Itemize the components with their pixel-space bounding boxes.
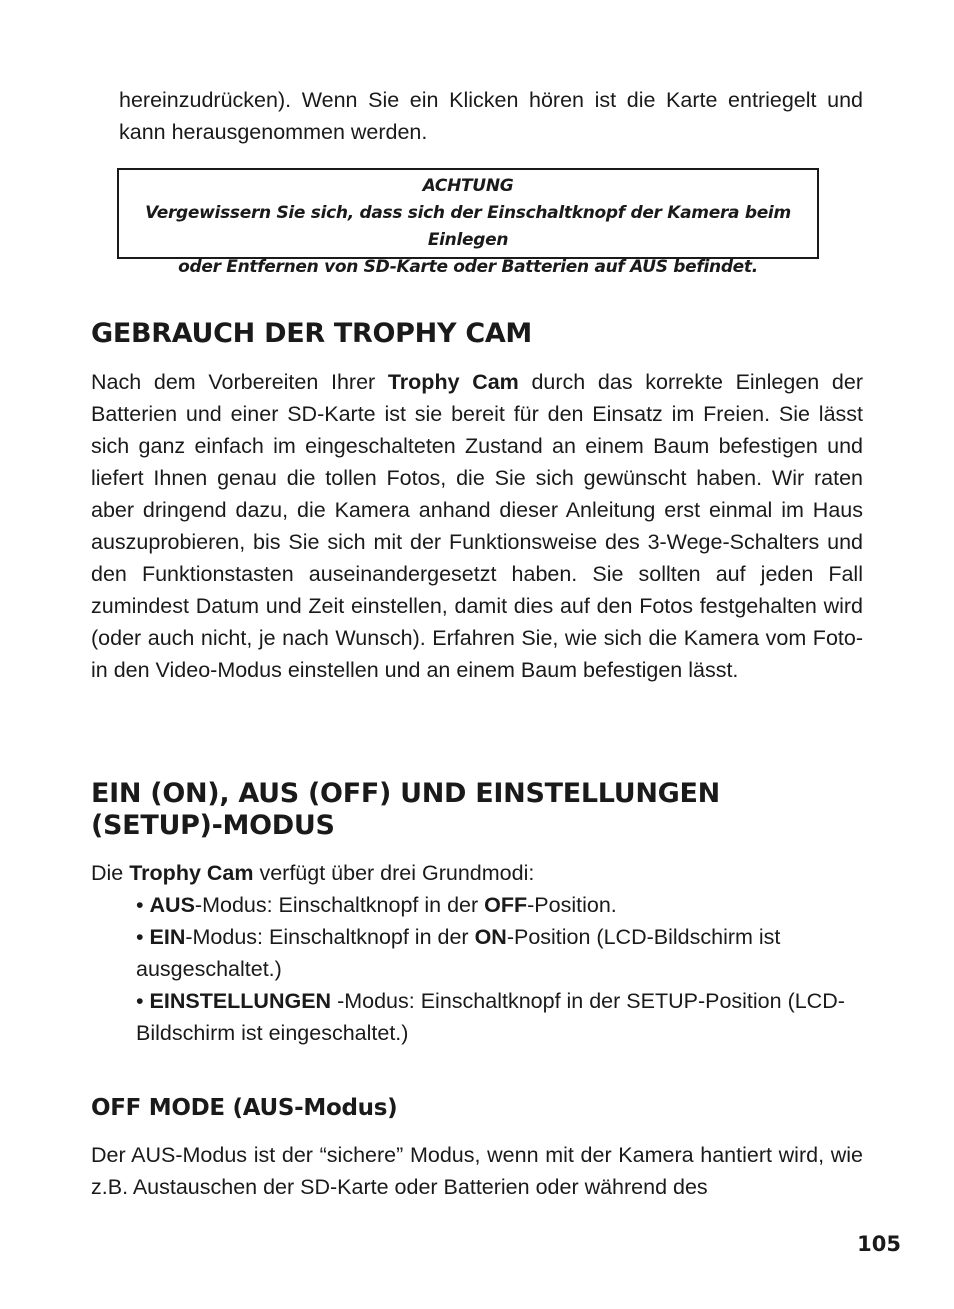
warning-line-1: Vergewissern Sie sich, dass sich der Einschaltknopf der Kamera beim Einlegen [145, 203, 791, 250]
bullet-marker: • [136, 893, 150, 917]
mode-item-aus [91, 889, 863, 921]
warning-box [117, 168, 819, 277]
modes-intro-end: verfügt über drei Grundmodi: [253, 861, 535, 885]
intro-paragraph: hereinzudrücken). Wenn Sie ein Klicken hören ist die Karte entriegelt und kann herausgenommen werden. [119, 88, 863, 144]
mode-desc-end: -Position (LCD-Bildschirm ist ausgeschaltet.) [136, 925, 781, 981]
mode-name: AUS [149, 893, 195, 917]
mode-item-ein [91, 921, 863, 985]
mode-desc-end: -Position. [527, 893, 617, 917]
section-heading-off-mode: OFF MODE (AUS-Modus) [91, 1095, 398, 1121]
section-heading-usage: GEBRAUCH DER TROPHY CAM [91, 318, 532, 349]
page-number: 105 [857, 1232, 901, 1256]
product-name: Trophy Cam [387, 370, 519, 394]
modes-list [91, 857, 863, 1049]
mode-item-einstellungen [91, 985, 863, 1049]
product-name: Trophy Cam [129, 861, 254, 885]
modes-intro-start: Die [91, 861, 130, 885]
bullet-marker: • [136, 925, 150, 949]
mode-desc: -Modus: Einschaltknopf in der [194, 893, 485, 917]
section-heading-modes: EIN (ON), AUS (OFF) UND EINSTELLUNGEN (SETUP)-MODUS [91, 778, 720, 841]
switch-position: OFF [484, 893, 528, 917]
usage-text-start: Nach dem Vorbereiten Ihrer [91, 370, 388, 394]
warning-title: ACHTUNG [422, 176, 514, 196]
warning-line-2: oder Entfernen von SD-Karte oder Batterien auf AUS befindet. [178, 257, 758, 277]
mode-name: EIN [149, 925, 186, 949]
mode-desc: -Modus: Einschaltknopf in der SETUP-Position (LCD-Bildschirm ist eingeschaltet.) [136, 989, 845, 1045]
modes-intro [91, 857, 863, 889]
mode-desc: -Modus: Einschaltknopf in der [185, 925, 475, 949]
bullet-marker: • [136, 989, 150, 1013]
usage-paragraph [91, 366, 863, 686]
off-mode-paragraph: Der AUS-Modus ist der “sichere” Modus, wenn mit der Kamera hantiert wird, wie z.B. Austauschen der SD-Karte oder Batterien oder während des [91, 1143, 863, 1199]
usage-text-rest: durch das korrekte Einlegen der Batterien und einer SD-Karte ist sie bereit für den Einsatz im Freien. Sie lässt sich ganz einfach im eingeschalteten Zustand an einem Baum befestigen und liefert Ihnen genau die tollen Fotos, die Sie sich gewünscht haben. Wir raten aber dringend dazu, die Kamera anhand dieser Anleitung erst einmal im Haus auszuprobieren, bis Sie sich mit der Funktionsweise des 3-Wege-Schalters und den Funktionstasten auseinandergesetzt haben. Sie sollten auf jeden Fall zumindest Datum und Zeit einstellen, damit dies auf den Fotos festgehalten wird (oder auch nicht, je nach Wunsch). Erfahren Sie, wie sich die Kamera vom Foto- in den Video-Modus einstellen und an einem Baum befestigen lässt. [91, 370, 863, 682]
mode-name: EINSTELLUNGEN [149, 989, 332, 1013]
switch-position: ON [474, 925, 507, 949]
